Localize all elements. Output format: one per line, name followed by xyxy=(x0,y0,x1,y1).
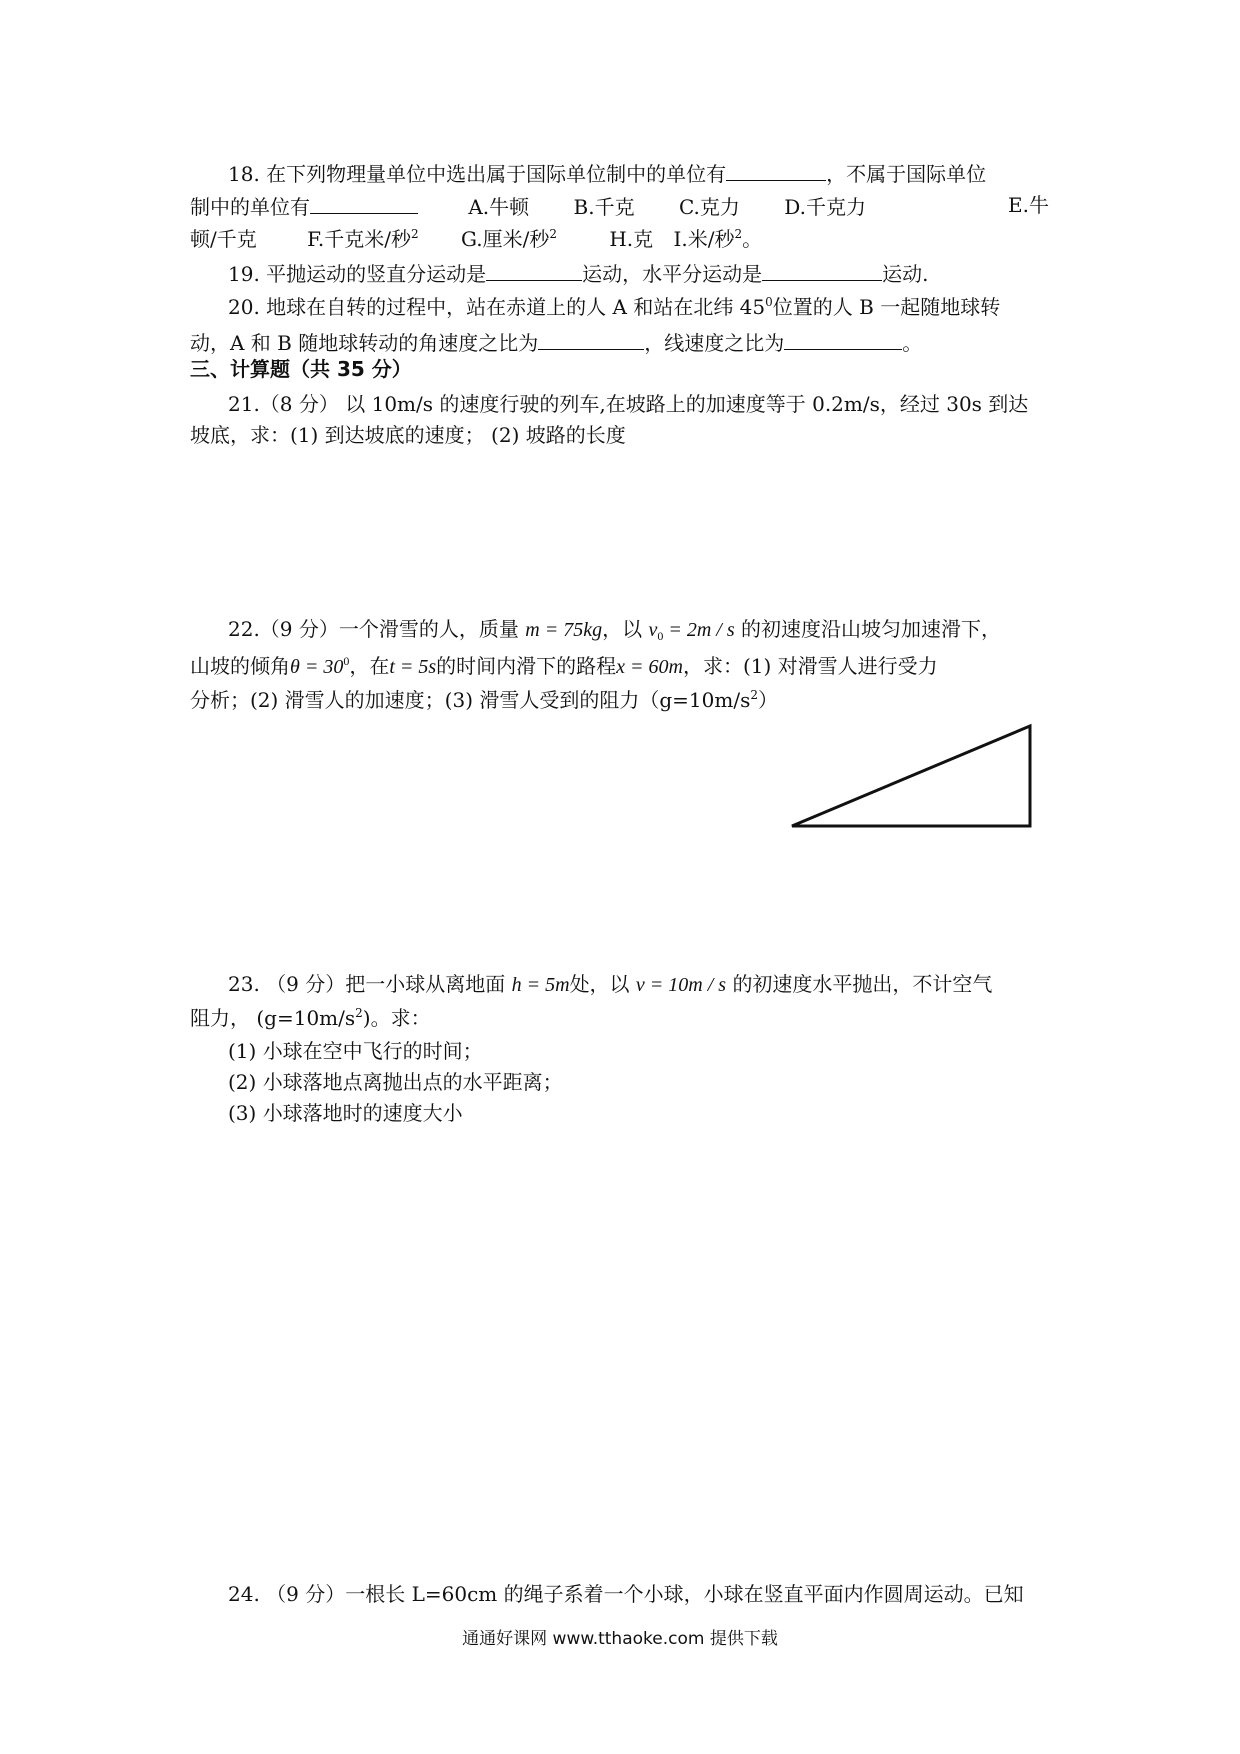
page-footer: 通通好课网 www.tthaoke.com 提供下载 xyxy=(462,1629,778,1649)
q18-line-2: 制中的单位有 A.牛顿 B.千克 C.克力 D.千克力 xyxy=(190,191,866,221)
q22-v0-formula: $v_0 = 2m / s$ xyxy=(648,619,735,643)
q20-line-2: 动，A 和 B 随地球转动的角速度之比为 ，线速度之比为 。 xyxy=(190,327,922,357)
slope-triangle xyxy=(792,726,1030,826)
q22-line-3: 分析；(2) 滑雪人的加速度；(3) 滑雪人受到的阻力$(g=10m/s^2)$ xyxy=(190,688,778,712)
q23-subquestion-3: (3) 小球落地时的速度大小 xyxy=(228,1101,463,1125)
q18-option-d: D.千克力 xyxy=(784,195,866,219)
q19-answer-blank-1[interactable] xyxy=(486,258,582,281)
q18-line-3: 顿/千克 F.千克米/秒$^2$ G.厘米/秒$^2$ H.克 I.米/秒$^2$。 xyxy=(190,227,763,251)
q22-distance-formula: x = 60m xyxy=(616,656,683,678)
q18-option-f: F.千克米/秒$^2$ xyxy=(307,227,419,251)
q22-mass-formula: m = 75kg xyxy=(525,619,603,641)
q22-time-formula: t = 5s xyxy=(389,656,437,678)
q22-theta-formula: $\theta = 30^0$ xyxy=(290,654,350,678)
q21-line-1: 21.（8 分） 以 10m/s 的速度行驶的列车,在坡路上的加速度等于 0.2m/s，经过 30s 到达 xyxy=(228,392,1029,416)
q23-subquestion-1: (1) 小球在空中飞行的时间； xyxy=(228,1039,483,1063)
q23-velocity-formula: v = 10m / s xyxy=(635,974,727,996)
q23-subquestion-2: (2) 小球落地点离抛出点的水平距离； xyxy=(228,1070,563,1094)
q22-line-1: 22.（9 分）一个滑雪的人，质量 m = 75kg，以 $v_0 = 2m / s$ 的初速度沿山坡匀加速滑下， xyxy=(228,617,1001,643)
q21-line-2: 坡底，求：(1) 到达坡底的速度； (2) 坡路的长度 xyxy=(190,423,626,447)
q18-option-e-end: 顿/千克 xyxy=(190,227,257,251)
q23-height-formula: h = 5m xyxy=(511,974,570,996)
q23-line-2: 阻力， $(g=10m/s^2)$。求： xyxy=(190,1006,431,1030)
q18-option-h: H.克 xyxy=(609,227,654,251)
q23-line-1: 23. （9 分）把一小球从离地面 h = 5m处，以 v = 10m / s 的初速度水平抛出，不计空气 xyxy=(228,972,993,996)
section-3-heading: 三、计算题（共 35 分） xyxy=(190,357,412,381)
q18-answer-blank-2[interactable] xyxy=(310,191,418,214)
q20-answer-blank-1[interactable] xyxy=(538,327,644,350)
slope-triangle-figure xyxy=(780,712,1040,838)
q18-option-e-start: E.牛 xyxy=(1008,193,1049,217)
q19-answer-blank-2[interactable] xyxy=(762,258,882,281)
q24-line-1: 24. （9 分）一根长 L=60cm 的绳子系着一个小球，小球在竖直平面内作圆周运动。已知 xyxy=(228,1582,1024,1606)
q18-option-a: A.牛顿 xyxy=(468,195,530,219)
q18-line-1: 18. 在下列物理量单位中选出属于国际单位制中的单位有 ，不属于国际单位 xyxy=(228,158,986,188)
q18-option-c: C.克力 xyxy=(678,195,740,219)
q18-option-i: I.米/秒$^2$ xyxy=(673,227,743,251)
q20-line-1: 20. 地球在自转的过程中，站在赤道上的人 A 和站在北纬 $45^0$位置的人 B 一起随地球转 xyxy=(228,295,1001,319)
q22-line-2: 山坡的倾角$\theta = 30^0$，在t = 5s的时间内滑下的路程x = 60m，求：(1) 对滑雪人进行受力 xyxy=(190,654,938,678)
q18-answer-blank-1[interactable] xyxy=(726,158,826,181)
q20-answer-blank-2[interactable] xyxy=(784,327,902,350)
q18-option-b: B.千克 xyxy=(573,195,635,219)
q19-line: 19. 平抛运动的竖直分运动是 运动，水平分运动是 运动. xyxy=(228,258,929,288)
q18-option-g: G.厘米/秒$^2$ xyxy=(460,227,557,251)
